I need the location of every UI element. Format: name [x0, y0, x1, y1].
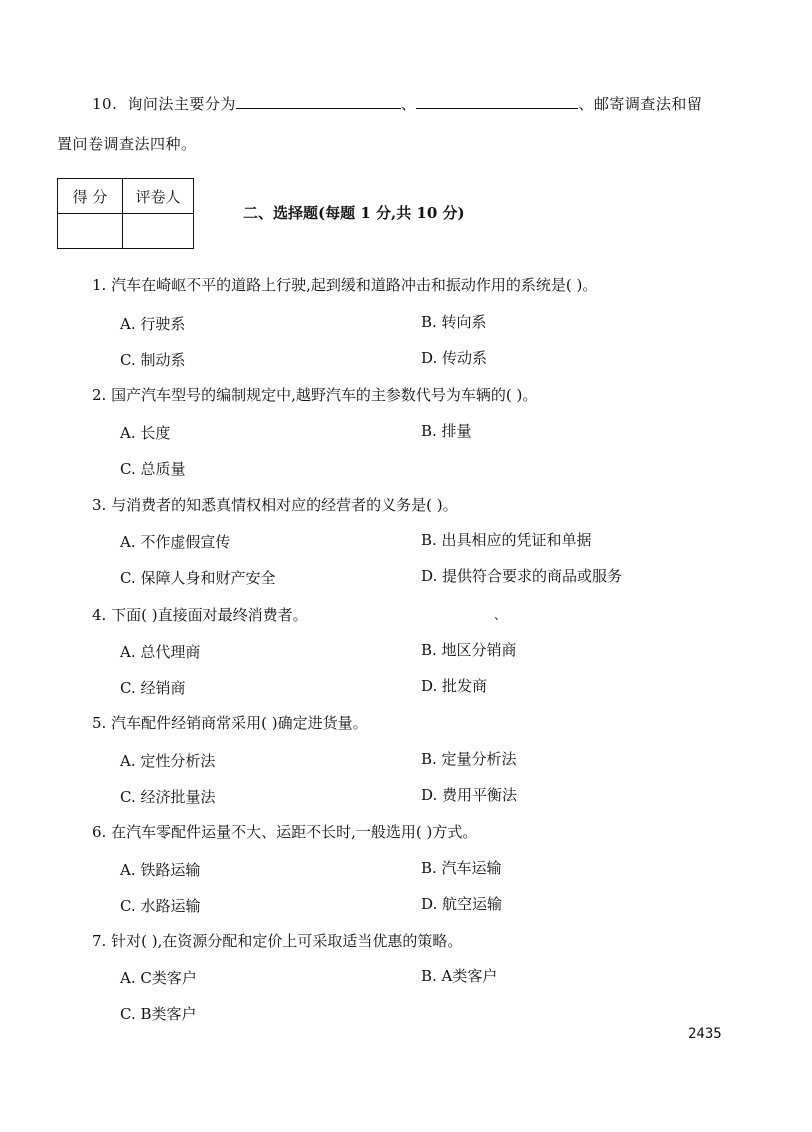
option-d: D. 提供符合要求的商品或服务	[421, 567, 623, 585]
question-text: 针对( ),在资源分配和定价上可采取适当优惠的策略。	[111, 932, 463, 950]
answer-blank-1	[236, 94, 401, 109]
question-text: 在汽车零配件运量不大、运距不长时,一般选用( )方式。	[111, 823, 478, 841]
fill-question-text-part2: 、邮寄调查法和留	[578, 95, 703, 113]
fill-question-10	[92, 93, 702, 114]
option-a: A. 铁路运输	[120, 861, 201, 879]
stray-mark: 、	[494, 608, 507, 622]
option-b: B. 定量分析法	[421, 750, 517, 768]
option-c: C. 保障人身和财产安全	[120, 569, 276, 587]
answer-blank-2	[416, 94, 578, 109]
question-number: 6.	[92, 823, 107, 841]
option-b: B. 出具相应的凭证和单据	[421, 531, 592, 549]
fill-question-text-part1: 询问法主要分为	[127, 95, 236, 113]
question-text: 国产汽车型号的编制规定中,越野汽车的主参数代号为车辆的( )。	[111, 386, 538, 404]
question-number: 2.	[92, 386, 107, 404]
option-a: A. 定性分析法	[120, 752, 216, 770]
option-a: A. 总代理商	[120, 643, 201, 661]
option-c: C. 总质量	[120, 460, 186, 478]
option-b: B. A类客户	[421, 967, 498, 985]
question-number: 7.	[92, 932, 107, 950]
option-c: C. 经销商	[120, 679, 186, 697]
question-6	[92, 821, 477, 842]
option-c: C. 制动系	[120, 351, 186, 369]
question-text: 汽车配件经销商常采用( )确定进货量。	[111, 714, 368, 732]
grader-cell	[123, 214, 194, 249]
score-header: 得 分	[58, 179, 123, 214]
option-a: A. 不作虚假宣传	[120, 533, 231, 551]
score-cell	[58, 214, 123, 249]
option-d: D. 航空运输	[421, 895, 503, 913]
option-b: B. 地区分销商	[421, 641, 517, 659]
question-2	[92, 384, 537, 405]
question-number: 5.	[92, 714, 107, 732]
question-number: 4.	[92, 606, 107, 624]
option-b: B. 转向系	[421, 313, 487, 331]
option-d: D. 批发商	[421, 677, 488, 695]
question-number: 1.	[92, 276, 107, 294]
option-b: B. 汽车运输	[421, 859, 502, 877]
question-text: 下面( )直接面对最终消费者。	[111, 606, 308, 624]
option-c: C. 水路运输	[120, 897, 201, 915]
page-code: 2435	[688, 1026, 722, 1042]
question-text: 与消费者的知悉真情权相对应的经营者的义务是( )。	[111, 496, 458, 514]
option-a: A. 行驶系	[120, 315, 186, 333]
option-b: B. 排量	[421, 422, 472, 440]
option-d: D. 费用平衡法	[421, 786, 518, 804]
question-number: 3.	[92, 496, 107, 514]
fill-question-continuation: 置问卷调查法四种。	[57, 135, 197, 153]
question-5	[92, 712, 368, 733]
option-d: D. 传动系	[421, 349, 488, 367]
grader-header: 评卷人	[123, 179, 194, 214]
option-a: A. C类客户	[120, 969, 197, 987]
question-1	[92, 274, 597, 295]
option-a: A. 长度	[120, 424, 171, 442]
fill-question-separator: 、	[400, 95, 417, 113]
fill-question-number: 10.	[92, 95, 118, 113]
score-box	[57, 178, 194, 249]
question-text: 汽车在崎岖不平的道路上行驶,起到缓和道路冲击和振动作用的系统是( )。	[111, 276, 598, 294]
question-3	[92, 494, 458, 515]
option-c: C. B类客户	[120, 1005, 197, 1023]
option-c: C. 经济批量法	[120, 788, 216, 806]
section-title: 二、选择题(每题 1 分,共 10 分)	[243, 204, 465, 222]
question-4	[92, 604, 308, 625]
question-7	[92, 930, 462, 951]
